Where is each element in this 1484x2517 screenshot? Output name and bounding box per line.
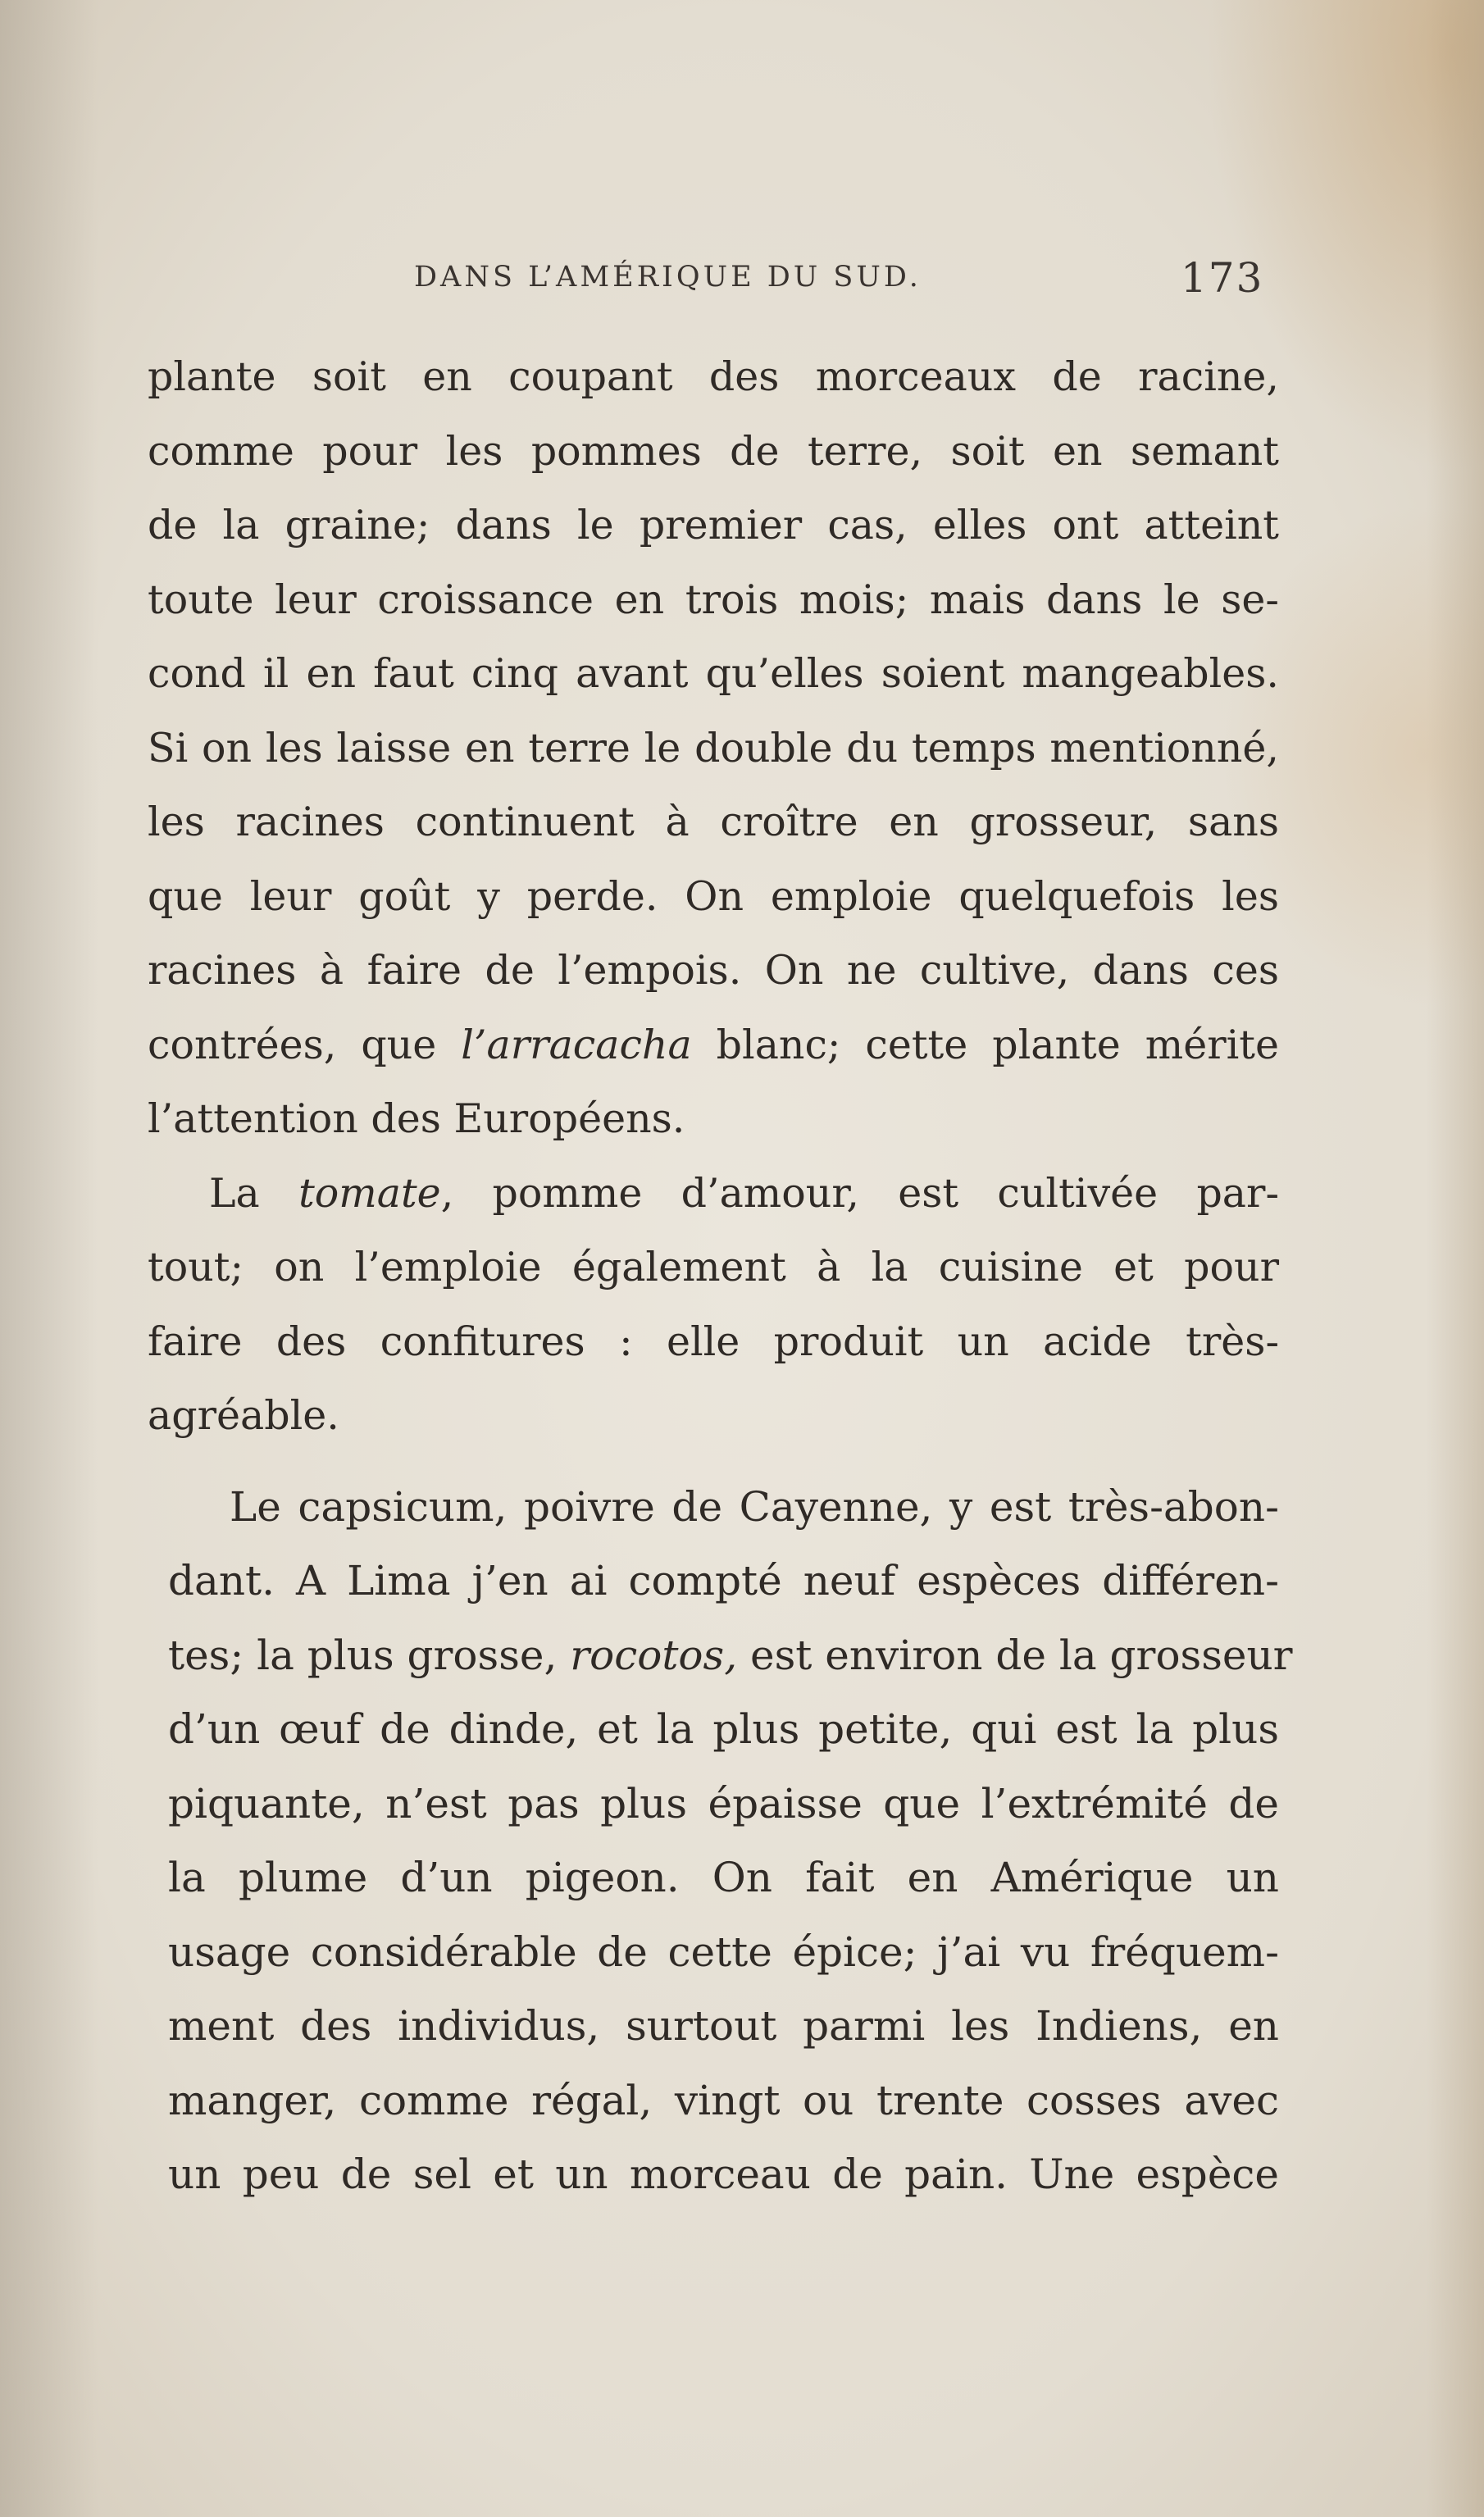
page-number: 173	[1181, 254, 1264, 302]
text-line	[148, 1157, 1279, 1231]
paragraph-tomate	[148, 1157, 1279, 1454]
text-line	[148, 1008, 1279, 1083]
text-line: faire des confitures : elle produit un acide très-	[148, 1318, 1279, 1365]
text-line: la plume d’un pigeon. On fait en Amérique un	[168, 1854, 1279, 1901]
text-line: piquante, n’est pas plus épaisse que l’extrémité de	[168, 1779, 1279, 1827]
text-line: un peu de sel et un morceau de pain. Une espèce	[168, 2151, 1279, 2198]
running-title: DANS L’AMÉRIQUE DU SUD.	[414, 261, 922, 294]
running-head	[0, 254, 1484, 310]
paragraph-arracacha	[148, 340, 1279, 1157]
text-line: manger, comme régal, vingt ou trente cosses avec	[168, 2076, 1279, 2124]
text-line: l’attention des Européens.	[148, 1095, 685, 1142]
text-line: agréable.	[148, 1392, 339, 1439]
text-line: d’un œuf de dinde, et la plus petite, qui est la plus	[168, 1705, 1279, 1753]
body-text	[148, 340, 1293, 2212]
text-line: les racines continuent à croître en grosseur, sans	[148, 799, 1279, 845]
text-span: La	[209, 1169, 299, 1217]
italic-term: tomate	[298, 1169, 441, 1217]
text-line: de la graine; dans le premier cas, elles ont atteint	[148, 502, 1279, 548]
text-line: que leur goût y perde. On emploie quelquefois les	[148, 872, 1279, 920]
text-line: toute leur croissance en trois mois; mais dans le se-	[148, 576, 1279, 623]
text-line: cond il en faut cinq avant qu’elles soient mangeables.	[148, 650, 1279, 697]
text-line: Si on les laisse en terre le double du temps mentionné,	[148, 724, 1279, 771]
italic-term: rocotos,	[570, 1631, 738, 1679]
text-line: racines à faire de l’empois. On ne cultive, dans ces	[148, 947, 1279, 994]
text-span: , pomme d’amour, est cultivée par-	[440, 1169, 1280, 1217]
text-line	[168, 1618, 1293, 1693]
text-line: dant. A Lima j’en ai compté neuf espèces différen-	[168, 1557, 1279, 1604]
text-span: contrées, que	[148, 1021, 462, 1068]
text-line: ment des individus, surtout parmi les Indiens, en	[168, 2002, 1279, 2050]
text-line: usage considérable de cette épice; j’ai vu fréquem-	[168, 1928, 1279, 1976]
text-span: tes; la plus grosse,	[168, 1631, 571, 1679]
paragraph-capsicum	[148, 1470, 1293, 2212]
text-line: plante soit en coupant des morceaux de racine,	[148, 353, 1279, 400]
italic-term: l’arracacha	[461, 1021, 692, 1068]
text-span: est environ de la grosseur	[737, 1631, 1293, 1679]
text-line: comme pour les pommes de terre, soit en semant	[148, 427, 1279, 475]
text-line: tout; on l’emploie également à la cuisine et pour	[148, 1244, 1279, 1290]
text-line: Le capsicum, poivre de Cayenne, y est très-abon-	[230, 1482, 1279, 1531]
text-span: blanc; cette plante mérite	[691, 1021, 1279, 1068]
